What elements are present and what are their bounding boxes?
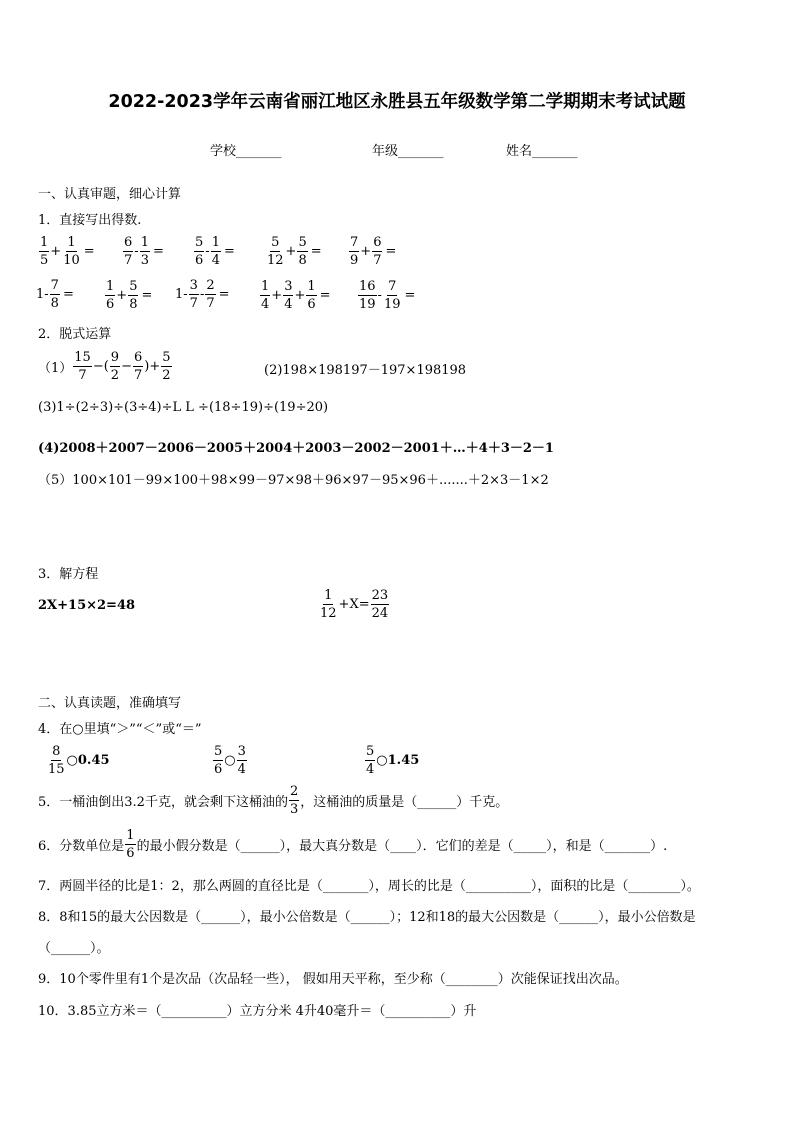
fraction [73, 351, 92, 382]
numerator: 8 [52, 744, 61, 759]
fraction [110, 351, 120, 382]
numerator: 1 [40, 235, 49, 250]
fraction [211, 236, 221, 267]
denominator: 7 [373, 253, 382, 268]
numerator: 5 [129, 279, 138, 294]
denominator: 6 [126, 846, 135, 861]
q2-part1: （1） $\frac{15}{7}$ −( $\frac{9}{2}$ − $\frac{6}{7}$ )+ $\frac{5}{2}$ [38, 350, 171, 383]
q8-line-1: 8．8和15的最大公因数是（______），最小公倍数是（______）；12和18的最大公因数是（______），最小公倍数是 [38, 910, 696, 925]
numerator: 6 [124, 235, 133, 250]
fraction [189, 279, 199, 310]
denominator: 6 [307, 297, 316, 312]
numerator: 2 [289, 784, 299, 799]
denominator: 6 [214, 762, 223, 777]
denominator: 7 [189, 296, 198, 311]
q2-label: 2．脱式运算 [38, 327, 112, 342]
denominator: 8 [129, 297, 138, 312]
fraction [128, 280, 138, 311]
numerator: 5 [195, 235, 204, 250]
section-1-heading: 一、认真审题，细心计算 [38, 187, 182, 202]
fraction [194, 236, 204, 267]
fraction [62, 236, 81, 267]
numerator: 7 [388, 279, 397, 294]
q7: 7．两圆半径的比是1：2，那么两圆的直径比是（_______），周长的比是（__________），面积的比是（________）。 [38, 879, 700, 894]
denominator: 2 [110, 368, 120, 383]
fraction [47, 745, 66, 776]
denominator: 7 [133, 368, 143, 383]
denominator: 4 [366, 762, 375, 777]
q1-expr-2: $\frac{6}{7}$ - $\frac{1}{3}$ = [124, 235, 164, 268]
q9: 9．10个零件里有1个是次品（次品轻一些）， 假如用天平称，至少称（________）次能保证找出次品。 [38, 972, 628, 987]
fraction [306, 280, 316, 311]
q4-compare-3: $\frac{5}{4}$ ○1.45 [366, 744, 420, 777]
denominator: 2 [162, 368, 171, 383]
denominator: 12 [320, 606, 337, 621]
denominator: 4 [261, 297, 270, 312]
numerator: 5 [214, 744, 223, 759]
denominator: 4 [211, 253, 220, 268]
fraction [161, 351, 171, 382]
numerator: 6 [133, 350, 143, 365]
school-field: 学校_______ [210, 144, 282, 159]
q4-compare-2: $\frac{5}{6}$ ○ $\frac{3}{4}$ [214, 744, 246, 777]
numerator: 3 [284, 279, 293, 294]
numerator: 3 [189, 278, 198, 293]
fraction [349, 236, 359, 267]
denominator: 9 [350, 253, 359, 268]
numerator: 6 [373, 235, 382, 250]
fraction [213, 745, 223, 776]
q2-part4: (4)2008＋2007－2006－2005＋2004＋2003－2002－2001＋…＋4＋3－2－1 [38, 441, 554, 456]
numerator: 1 [140, 235, 149, 250]
q3-label: 3．解方程 [38, 567, 99, 582]
denominator: 10 [63, 253, 80, 268]
numerator: 1 [211, 235, 220, 250]
numerator: 5 [298, 235, 307, 250]
denominator: 19 [383, 297, 401, 312]
numerator: 2 [206, 278, 215, 293]
denominator: 3 [140, 253, 149, 268]
q8-line-2: （______）。 [38, 941, 110, 956]
denominator: 5 [40, 253, 49, 268]
numerator: 5 [162, 350, 171, 365]
fraction [319, 589, 338, 620]
fraction [125, 829, 135, 860]
numerator: 1 [324, 588, 333, 603]
fraction [283, 280, 293, 311]
denominator: 7 [78, 368, 87, 383]
q6: 6．分数单位是 $\frac{1}{6}$ 的最小假分数是（______），最大真分数是（____）．它们的差是（_____），和是（_______）. [38, 828, 668, 861]
name-field: 姓名_______ [506, 144, 578, 159]
q1-expr-7: $\frac{1}{6}$ + $\frac{5}{8}$ = [106, 279, 153, 312]
q1-expr-6: 1- $\frac{7}{8}$ = [36, 278, 74, 311]
q2-part2: (2)198×198197－197×198198 [264, 363, 467, 378]
fraction [237, 745, 247, 776]
denominator: 3 [289, 802, 299, 817]
fraction [140, 236, 150, 267]
fraction [260, 280, 270, 311]
numerator: 1 [106, 279, 115, 294]
denominator: 6 [106, 297, 115, 312]
q4-label: 4．在○里填“＞”“＜”或“＝” [38, 722, 202, 737]
q1-row1 [38, 235, 95, 267]
q2-part5: （5）100×101－99×100＋98×99－97×98＋96×97－95×96＋.......＋2×3－1×2 [38, 473, 549, 488]
denominator: 15 [48, 762, 65, 777]
numerator: 1 [307, 279, 316, 294]
fraction [39, 236, 49, 267]
denominator: 4 [237, 762, 246, 777]
q1-expr-10: $\frac{16}{19}$ - $\frac{7}{19}$ = [359, 279, 416, 312]
numerator: 1 [261, 279, 270, 294]
denominator: 12 [267, 253, 284, 268]
numerator: 5 [271, 235, 280, 250]
numerator: 7 [50, 278, 59, 293]
fraction [133, 351, 143, 382]
fraction [372, 236, 382, 267]
numerator: 5 [366, 744, 375, 759]
denominator: 4 [284, 297, 293, 312]
q4-compare-1: $\frac{8}{15}$ ○0.45 [48, 744, 110, 777]
denominator: 6 [195, 253, 204, 268]
fraction [105, 280, 115, 311]
q1-expr-1: $\frac{1}{5}$ + $\frac{1}{10}$ = [40, 235, 95, 268]
fraction [383, 280, 402, 311]
q1-expr-9: $\frac{1}{4}$ + $\frac{3}{4}$ + $\frac{1}{6}$ = [261, 279, 331, 312]
q1-expr-4: $\frac{5}{12}$ + $\frac{5}{8}$ = [267, 235, 322, 268]
grade-field: 年级_______ [372, 144, 444, 159]
denominator: 8 [298, 253, 307, 268]
q2-part3: (3)1÷(2÷3)÷(3÷4)÷L L ÷(18÷19)÷(19÷20) [38, 400, 329, 415]
numerator: 16 [359, 279, 376, 294]
fraction [297, 236, 307, 267]
denominator: 7 [124, 253, 133, 268]
fraction [289, 785, 299, 816]
numerator: 7 [350, 235, 359, 250]
denominator: 8 [50, 296, 59, 311]
fraction [50, 279, 60, 310]
fraction [123, 236, 133, 267]
q1-expr-5: $\frac{7}{9}$ + $\frac{6}{7}$ = [350, 235, 397, 268]
fraction [266, 236, 285, 267]
numerator: 3 [237, 744, 246, 759]
numerator: 1 [67, 235, 76, 250]
numerator: 23 [371, 588, 389, 603]
q1-expr-8: 1- $\frac{3}{7}$ - $\frac{2}{7}$ = [175, 278, 230, 311]
denominator: 19 [359, 297, 376, 312]
q3-equation-1: 2X+15×2=48 [38, 598, 136, 613]
q3-equation-2: $\frac{1}{12}$ +X= $\frac{23}{24}$ [320, 588, 389, 621]
denominator: 7 [206, 296, 215, 311]
q1-expr-3: $\frac{5}{6}$ - $\frac{1}{4}$ = [195, 235, 235, 268]
denominator: 24 [371, 606, 389, 621]
fraction [358, 280, 377, 311]
q5: 5．一桶油倒出3.2千克，就会剩下这桶油的 $\frac{2}{3}$ ，这桶油的质量是（______）千克。 [38, 784, 509, 817]
q1-label: 1．直接写出得数. [38, 213, 142, 228]
section-2-heading: 二、认真读题，准确填写 [38, 696, 182, 711]
q10: 10．3.85立方米＝（__________）立方分米 4升40毫升＝（__________）升 [38, 1004, 477, 1019]
numerator: 15 [74, 350, 91, 365]
fraction [205, 279, 215, 310]
numerator: 9 [110, 350, 120, 365]
numerator: 1 [126, 828, 135, 843]
fraction [365, 745, 375, 776]
page-title: 2022-2023学年云南省丽江地区永胜县五年级数学第二学期期末考试试题 [108, 92, 686, 112]
fraction [371, 589, 390, 620]
